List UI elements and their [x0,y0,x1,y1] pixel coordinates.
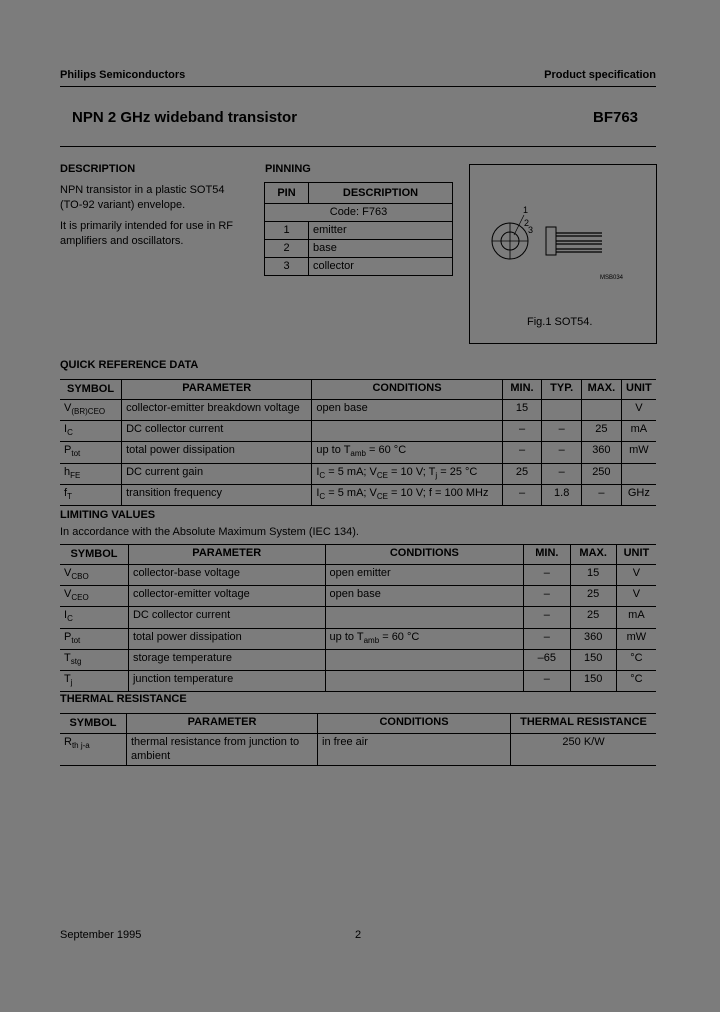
figure-caption: Fig.1 SOT54. [527,316,593,328]
conditions-cell: up to $T_{amb} = 60$ °C [312,442,502,463]
table-row: $I_C$ DC collector current – – 25 mA [60,421,656,442]
parameter-cell: DC collector current [128,607,325,628]
parameter-cell: DC collector current [122,421,312,442]
parameter-cell: collector-emitter voltage [128,586,325,607]
document-type: Product specification [544,69,656,81]
conditions-cell [325,649,524,670]
footer-date: September 1995 [60,929,142,941]
symbol-cell: $V_{CEO}$ [60,586,128,607]
symbol-cell: $T_{stg}$ [60,649,128,670]
pin-label-1: 1 [523,205,529,215]
pin-col-header: PIN [265,183,309,204]
parameter-cell: total power dissipation [128,628,325,649]
pinning-code: Code: F763 [265,204,453,222]
description-text: NPN transistor in a plastic SOT54 (TO-92 variant) envelope. It is primarily intended for use in RF amplifiers and oscillators. [60,184,234,247]
symbol-cell: $I_C$ [60,421,122,442]
page-title: NPN 2 GHz wideband transistor [72,109,298,126]
table-row: $h_{FE}$ DC current gain $I_C = 5$ mA; $V_{CE} = 10$ V; $T_j = 25$ °C 25 – 250 [60,463,656,484]
limiting-subtitle: In accordance with the Absolute Maximum System (IEC 134). [60,526,359,538]
table-row: $f_T$ transition frequency $I_C = 5$ mA; $V_{CE} = 10$ V; f = 100 MHz – 1.8 – GHz [60,484,656,505]
table-row: $V_{CBO}$ collector-base voltage open emitter – 15 V [60,565,656,586]
pin-desc-col-header: DESCRIPTION [309,183,453,204]
parameter-cell: collector-emitter breakdown voltage [122,400,312,421]
parameter-cell: total power dissipation [122,442,312,463]
parameter-cell: collector-base voltage [128,565,325,586]
page-number: 2 [355,929,362,941]
company-name: Philips Semiconductors [60,69,186,81]
description-heading: DESCRIPTION [60,163,136,175]
title-rule [60,146,656,147]
symbol-cell: $P_{tot}$ [60,442,122,463]
quick-ref-heading: QUICK REFERENCE DATA [60,359,199,371]
table-row: $I_C$ DC collector current – 25 mA [60,607,656,628]
table-row: $P_{tot}$ total power dissipation up to $T_{amb} = 60$ °C – – 360 mW [60,442,656,463]
thermal-heading: THERMAL RESISTANCE [60,693,187,705]
pin-label-2: 2 [524,218,530,228]
figure-code: MSB034 [600,275,624,281]
limiting-heading: LIMITING VALUES [60,509,156,521]
quick-ref-table: SYMBOL PARAMETER CONDITIONS MIN. TYP. MAX. UNIT $V_{(BR)CEO}$ collector-emitter breakdown voltage open base 15 V $I_C$ DC collector current – – 25 mA $P_{tot}$ total power dissipation up to $T_{amb} = 60$ °C – – 360 mW $h_{FE}$ DC current gain $I_C = 5$ mA; $V_{CE} = 10$ V; $T_j = 25$ °C 25 – 250 $f_T$ transition frequency $I_C = 5$ mA; $V_{CE} = 10$ V; f = 100 MHz – 1.8 – GHz [60,379,656,506]
conditions-cell [312,421,502,442]
conditions-cell [325,670,524,691]
symbol-cell: $h_{FE}$ [60,463,122,484]
table-row: 3 collector [265,258,453,276]
part-number: BF763 [593,109,639,126]
symbol-cell: $T_j$ [60,670,128,691]
pinning-heading: PINNING [265,163,311,175]
package-figure [469,164,657,344]
symbol-cell: $f_T$ [60,484,122,505]
table-row: $V_{CEO}$ collector-emitter voltage open base – 25 V [60,586,656,607]
pinning-table [264,182,453,276]
conditions-cell: open base [312,400,502,421]
conditions-cell: $I_C = 5$ mA; $V_{CE} = 10$ V; $T_j = 25$ °C [312,463,502,484]
parameter-cell: junction temperature [128,670,325,691]
table-row: $R_{th j-a}$ thermal resistance from junction to ambient in free air 250 K/W [60,734,656,766]
header-rule [60,86,656,87]
conditions-cell: open base [325,586,524,607]
symbol-cell: $V_{CBO}$ [60,565,128,586]
parameter-cell: storage temperature [128,649,325,670]
conditions-cell: $I_C = 5$ mA; $V_{CE} = 10$ V; f = 100 MHz [312,484,502,505]
parameter-cell: DC current gain [122,463,312,484]
table-row: $P_{tot}$ total power dissipation up to $T_{amb} = 60$ °C – 360 mW [60,628,656,649]
table-row: 1 emitter [265,222,453,240]
symbol-cell: $V_{(BR)CEO}$ [60,400,122,421]
thermal-table: SYMBOL PARAMETER CONDITIONS THERMAL RESISTANCE $R_{th j-a}$ thermal resistance from junction to ambient in free air 250 K/W [60,713,656,766]
table-row: $T_j$ junction temperature – 150 °C [60,670,656,691]
table-row: 2 base [265,240,453,258]
symbol-cell: $P_{tot}$ [60,628,128,649]
limiting-table: SYMBOL PARAMETER CONDITIONS MIN. MAX. UNIT $V_{CBO}$ collector-base voltage open emitter – 15 V $V_{CEO}$ collector-emitter voltage open base – 25 V $I_C$ DC collector current – 25 mA $P_{tot}$ total power dissipation up to $T_{amb} = 60$ °C – 360 mW $T_{stg}$ storage temperature –65 150 °C $T_j$ junction temperature – 150 °C [60,544,656,692]
conditions-cell: open emitter [325,565,524,586]
parameter-cell: transition frequency [122,484,312,505]
conditions-cell [325,607,524,628]
pin-label-3: 3 [528,225,534,235]
table-row: $V_{(BR)CEO}$ collector-emitter breakdown voltage open base 15 V [60,400,656,421]
conditions-cell: up to $T_{amb} = 60$ °C [325,628,524,649]
symbol-cell: $I_C$ [60,607,128,628]
table-row: $T_{stg}$ storage temperature –65 150 °C [60,649,656,670]
